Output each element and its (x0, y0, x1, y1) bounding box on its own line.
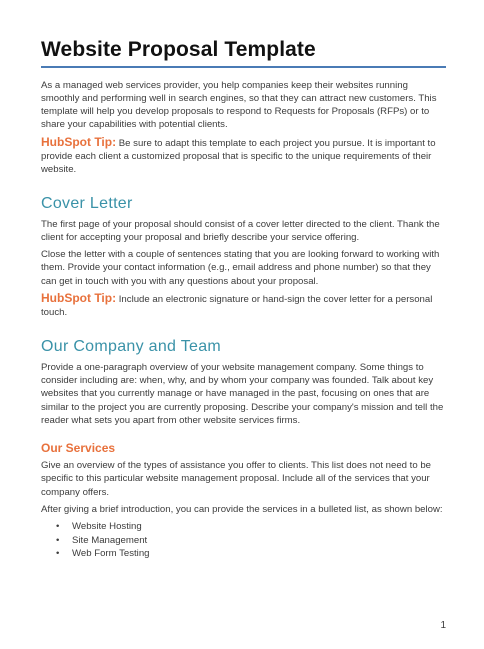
cover-letter-paragraph-2: Close the letter with a couple of sentences stating that you are looking forward to working with them. Provide your contact information (e.g., email address and phone number) so that they can get in touch with you with any questions about your proposal. (41, 249, 440, 287)
list-item-label: Web Form Testing (72, 547, 150, 559)
intro-paragraph: As a managed web services provider, you help companies keep their websites running smoothly and performing well in search engines, so that they can attract new customers. This template will help you develop proposals to respond to Requests for Proposals (RFPs) or to share your capabilities with potential clients. (41, 79, 437, 131)
services-heading: Our Services (41, 441, 116, 456)
cover-letter-heading: Cover Letter (41, 194, 133, 212)
document-title: Website Proposal Template (41, 38, 316, 61)
company-paragraph: Provide a one-paragraph overview of your website management company. Some things to consider including are: when, why, and by whom your company was founded. Talk about key websites that you currently manage or have managed in the past, focusing on ones that are similar to the project you are currently proposing. Describe your company's mission and tell the reader what sets you apart from other website services firms. (41, 361, 444, 426)
list-item-label: Site Management (72, 534, 148, 546)
tip-text: Be sure to adapt this template to each project you pursue. It is important to provide each client a customized proposal that is specific to the unique requirements of their website. (41, 137, 436, 176)
services-paragraph-1: Give an overview of the types of assistance you offer to clients. This list does not need to be specific to this particular website management proposal. Include all of the services that your company offers. (41, 460, 432, 498)
tip-label: HubSpot Tip: (41, 134, 117, 149)
intro-tip (41, 136, 444, 177)
tip-text: Include an electronic signature or hand-sign the cover letter for a personal touch. (41, 294, 433, 319)
company-heading: Our Company and Team (41, 337, 222, 355)
bullet-icon: • (56, 547, 60, 559)
title-underline (41, 66, 446, 68)
list-item (41, 534, 444, 547)
tip-label: HubSpot Tip: (41, 291, 117, 306)
list-item (41, 547, 444, 560)
page-number: 1 (440, 620, 446, 631)
list-item-label: Website Hosting (72, 521, 142, 533)
bullet-icon: • (56, 521, 60, 533)
cover-letter-paragraph-1: The first page of your proposal should consist of a cover letter directed to the client. Thank the client for accepting your proposal and briefly describe your service offering. (41, 218, 440, 243)
bullet-icon: • (56, 534, 60, 546)
services-paragraph-2: After giving a brief introduction, you can provide the services in a bulleted list, as shown below: (41, 504, 443, 516)
services-list (41, 520, 444, 560)
cover-letter-tip (41, 292, 444, 320)
list-item (41, 520, 444, 533)
